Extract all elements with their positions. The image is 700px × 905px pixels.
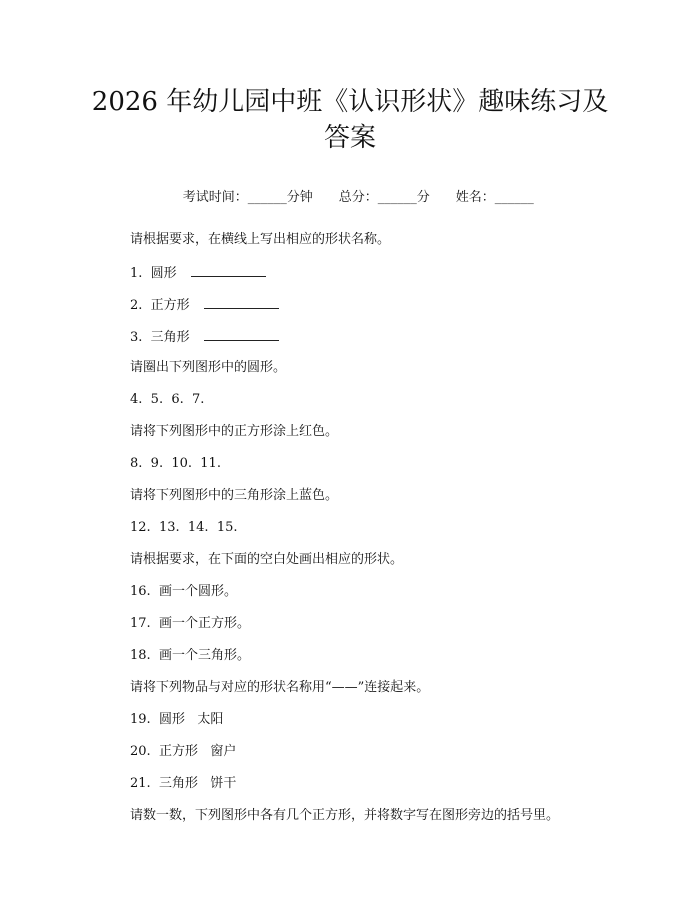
section-7-instruction: 请数一数，下列图形中各有几个正方形，并将数字写在图形旁边的括号里。 xyxy=(130,808,560,823)
section-2-instruction: 请圈出下列图形中的圆形。 xyxy=(130,360,287,375)
question-3 xyxy=(130,326,279,348)
section-5-instruction: 请根据要求，在下面的空白处画出相应的形状。 xyxy=(130,552,404,567)
question-20: 20. 正方形 窗户 xyxy=(130,744,237,759)
question-19: 19. 圆形 太阳 xyxy=(130,712,224,727)
section-1-instruction: 请根据要求，在横线上写出相应的形状名称。 xyxy=(130,232,391,247)
answer-blank-2[interactable] xyxy=(204,294,279,309)
questions-8-11: 8. 9. 10. 11. xyxy=(130,456,221,471)
question-16: 16. 画一个圆形。 xyxy=(130,584,237,599)
student-name-field: 姓名：______ xyxy=(455,190,534,205)
exam-info-row xyxy=(0,168,700,228)
question-1-text: 1. 圆形 xyxy=(130,266,177,281)
page-title: 2026 年幼儿园中班《认识形状》趣味练习及 xyxy=(91,87,609,117)
section-3-instruction: 请将下列图形中的正方形涂上红色。 xyxy=(130,424,339,439)
answer-blank-3[interactable] xyxy=(204,326,279,341)
section-6-instruction: 请将下列物品与对应的形状名称用“——”连接起来。 xyxy=(130,680,430,695)
question-1 xyxy=(130,262,266,284)
answer-blank-1[interactable] xyxy=(191,262,266,277)
page-title-continued: 答案 xyxy=(323,123,376,153)
question-2-text: 2. 正方形 xyxy=(130,298,190,313)
question-21: 21. 三角形 饼干 xyxy=(130,776,237,791)
question-17: 17. 画一个正方形。 xyxy=(130,616,250,631)
questions-12-15: 12. 13. 14. 15. xyxy=(130,520,238,535)
questions-4-7: 4. 5. 6. 7. xyxy=(130,392,205,407)
total-score-field: 总分：______分 xyxy=(338,190,430,205)
question-3-text: 3. 三角形 xyxy=(130,330,190,345)
exam-time-field: 考试时间：______分钟 xyxy=(182,190,313,205)
question-18: 18. 画一个三角形。 xyxy=(130,648,250,663)
question-2 xyxy=(130,294,279,316)
section-4-instruction: 请将下列图形中的三角形涂上蓝色。 xyxy=(130,488,339,503)
